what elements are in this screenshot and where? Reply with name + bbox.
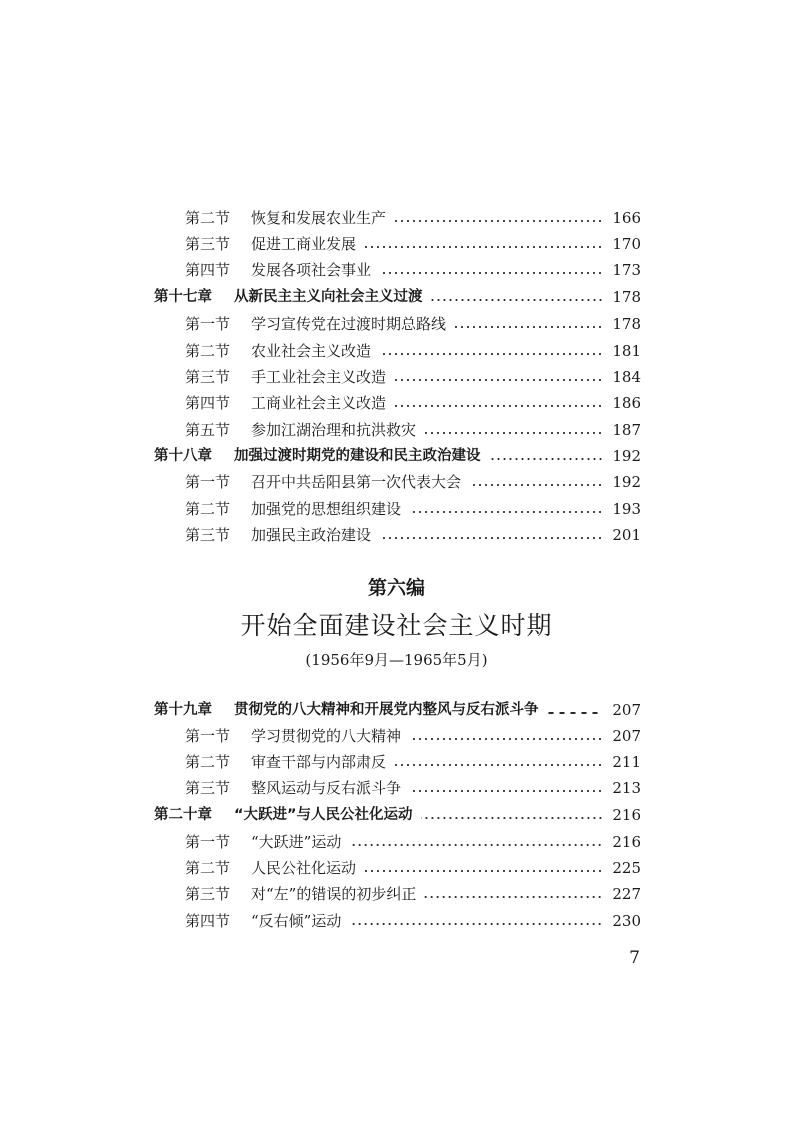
page-ref: 178 bbox=[612, 315, 641, 333]
dot-leader bbox=[364, 246, 603, 248]
section-number: 第一节 bbox=[185, 833, 231, 851]
dot-leader bbox=[394, 220, 603, 222]
part-date-range: (1956年9月—1965年5月) bbox=[305, 651, 488, 669]
section-number: 第二节 bbox=[185, 209, 231, 227]
section-number: 第五节 bbox=[185, 421, 231, 439]
section-number: 第二节 bbox=[185, 500, 231, 518]
toc-entry-section[interactable] bbox=[185, 338, 641, 364]
section-number: 第二节 bbox=[185, 859, 231, 877]
section-number: 第一节 bbox=[185, 315, 231, 333]
section-number: 第二节 bbox=[185, 342, 231, 360]
section-title: 农业社会主义改造 bbox=[251, 342, 372, 360]
dot-leader bbox=[394, 764, 603, 766]
dot-leader bbox=[431, 299, 604, 301]
page-number: 7 bbox=[629, 948, 640, 968]
section-number: 第三节 bbox=[185, 885, 231, 903]
chapter-number: 第二十章 bbox=[154, 807, 212, 823]
toc-entry-section[interactable] bbox=[185, 749, 641, 775]
toc-entry-chapter[interactable] bbox=[154, 443, 641, 469]
page-ref: 225 bbox=[612, 859, 641, 877]
section-title: 参加江湖治理和抗洪救灾 bbox=[251, 421, 417, 439]
section-number: 第四节 bbox=[185, 394, 231, 412]
chapter-number: 第十九章 bbox=[154, 702, 212, 718]
chapter-title: 从新民主主义向社会主义过渡 bbox=[234, 289, 423, 305]
page-ref: 230 bbox=[612, 912, 641, 930]
section-title: 整风运动与反右派斗争 bbox=[251, 779, 402, 797]
dot-leader bbox=[409, 738, 603, 740]
page-ref: 213 bbox=[612, 779, 641, 797]
dot-leader bbox=[379, 353, 603, 355]
section-number: 第三节 bbox=[185, 526, 231, 544]
toc-entry-section[interactable] bbox=[185, 881, 641, 907]
dot-leader bbox=[489, 458, 604, 460]
toc-entry-section[interactable] bbox=[185, 364, 641, 390]
section-number: 第一节 bbox=[185, 473, 231, 491]
section-number: 第四节 bbox=[185, 261, 231, 279]
section-title: 工商业社会主义改造 bbox=[251, 394, 387, 412]
page-ref: 181 bbox=[612, 342, 641, 360]
chapter-number: 第十八章 bbox=[154, 448, 212, 464]
section-title: 加强民主政治建设 bbox=[251, 526, 372, 544]
toc-entry-section[interactable] bbox=[185, 257, 641, 283]
dot-leader bbox=[469, 484, 603, 486]
toc-entry-chapter[interactable] bbox=[154, 802, 641, 828]
dot-leader bbox=[424, 432, 603, 434]
dot-leader bbox=[349, 923, 603, 925]
dot-leader bbox=[364, 870, 603, 872]
section-number: 第三节 bbox=[185, 368, 231, 386]
dot-leader bbox=[379, 272, 603, 274]
section-title: 对“左”的错误的初步纠正 bbox=[251, 885, 417, 903]
dot-leader bbox=[409, 790, 603, 792]
section-number: 第三节 bbox=[185, 235, 231, 253]
toc-entry-section[interactable] bbox=[185, 522, 641, 548]
page-ref: 201 bbox=[612, 526, 641, 544]
page-ref: 184 bbox=[612, 368, 641, 386]
page-ref: 170 bbox=[612, 235, 641, 253]
page-ref: 178 bbox=[612, 288, 641, 306]
section-title: 促进工商业发展 bbox=[251, 235, 357, 253]
section-title: 学习贯彻党的八大精神 bbox=[251, 727, 402, 745]
page-ref: 207 bbox=[612, 701, 641, 719]
chapter-title: 贯彻党的八大精神和开展党内整风与反右派斗争 bbox=[234, 702, 539, 718]
toc-entry-section[interactable] bbox=[185, 390, 641, 416]
toc-entry-section[interactable] bbox=[185, 723, 641, 749]
section-title: “大跃进”运动 bbox=[251, 833, 342, 851]
page-ref: 166 bbox=[612, 209, 641, 227]
page-ref: 216 bbox=[612, 806, 641, 824]
page-ref: 192 bbox=[612, 447, 641, 465]
dot-leader bbox=[379, 537, 603, 539]
chapter-title: 加强过渡时期党的建设和民主政治建设 bbox=[234, 448, 481, 464]
toc-entry-chapter[interactable] bbox=[154, 697, 641, 723]
page-ref: 207 bbox=[612, 727, 641, 745]
part-title: 开始全面建设社会主义时期 bbox=[240, 611, 553, 640]
dot-leader bbox=[424, 896, 603, 898]
part-label: 第六编 bbox=[367, 577, 425, 599]
page-ref: 193 bbox=[612, 500, 641, 518]
toc-entry-section[interactable] bbox=[185, 908, 641, 934]
dot-leader bbox=[421, 817, 603, 819]
section-title: “反右倾”运动 bbox=[251, 912, 342, 930]
section-number: 第四节 bbox=[185, 912, 231, 930]
page-ref: 192 bbox=[612, 473, 641, 491]
dot-leader bbox=[409, 511, 603, 513]
section-number: 第一节 bbox=[185, 727, 231, 745]
chapter-number: 第十七章 bbox=[154, 289, 212, 305]
section-title: 召开中共岳阳县第一次代表大会 bbox=[251, 473, 462, 491]
toc-entry-section[interactable] bbox=[185, 469, 641, 495]
toc-entry-section[interactable] bbox=[185, 496, 641, 522]
dot-leader bbox=[454, 326, 603, 328]
section-title: 手工业社会主义改造 bbox=[251, 368, 387, 386]
section-title: 学习宣传党在过渡时期总路线 bbox=[251, 315, 447, 333]
page-ref: 187 bbox=[612, 421, 641, 439]
section-title: 加强党的思想组织建设 bbox=[251, 500, 402, 518]
toc-entry-chapter[interactable] bbox=[154, 284, 641, 310]
section-title: 人民公社化运动 bbox=[251, 859, 357, 877]
toc-entry-section[interactable] bbox=[185, 855, 641, 881]
toc-entry-section[interactable] bbox=[185, 829, 641, 855]
toc-entry-section[interactable] bbox=[185, 205, 641, 231]
page-ref: 173 bbox=[612, 261, 641, 279]
section-number: 第三节 bbox=[185, 779, 231, 797]
dot-leader bbox=[349, 844, 603, 846]
toc-entry-section[interactable] bbox=[185, 231, 641, 257]
section-title: 发展各项社会事业 bbox=[251, 261, 372, 279]
page-ref: 186 bbox=[612, 394, 641, 412]
chapter-title: “大跃进”与人民公社化运动 bbox=[234, 807, 413, 823]
toc-entry-section[interactable] bbox=[185, 417, 641, 443]
section-title: 审查干部与内部肃反 bbox=[251, 753, 387, 771]
dash-leader bbox=[547, 712, 604, 714]
toc-entry-section[interactable] bbox=[185, 775, 641, 801]
page-ref: 211 bbox=[612, 753, 641, 771]
dot-leader bbox=[394, 379, 603, 381]
page-ref: 216 bbox=[612, 833, 641, 851]
section-title: 恢复和发展农业生产 bbox=[251, 209, 387, 227]
section-number: 第二节 bbox=[185, 753, 231, 771]
dot-leader bbox=[394, 405, 603, 407]
page-ref: 227 bbox=[612, 885, 641, 903]
toc-entry-section[interactable] bbox=[185, 311, 641, 337]
